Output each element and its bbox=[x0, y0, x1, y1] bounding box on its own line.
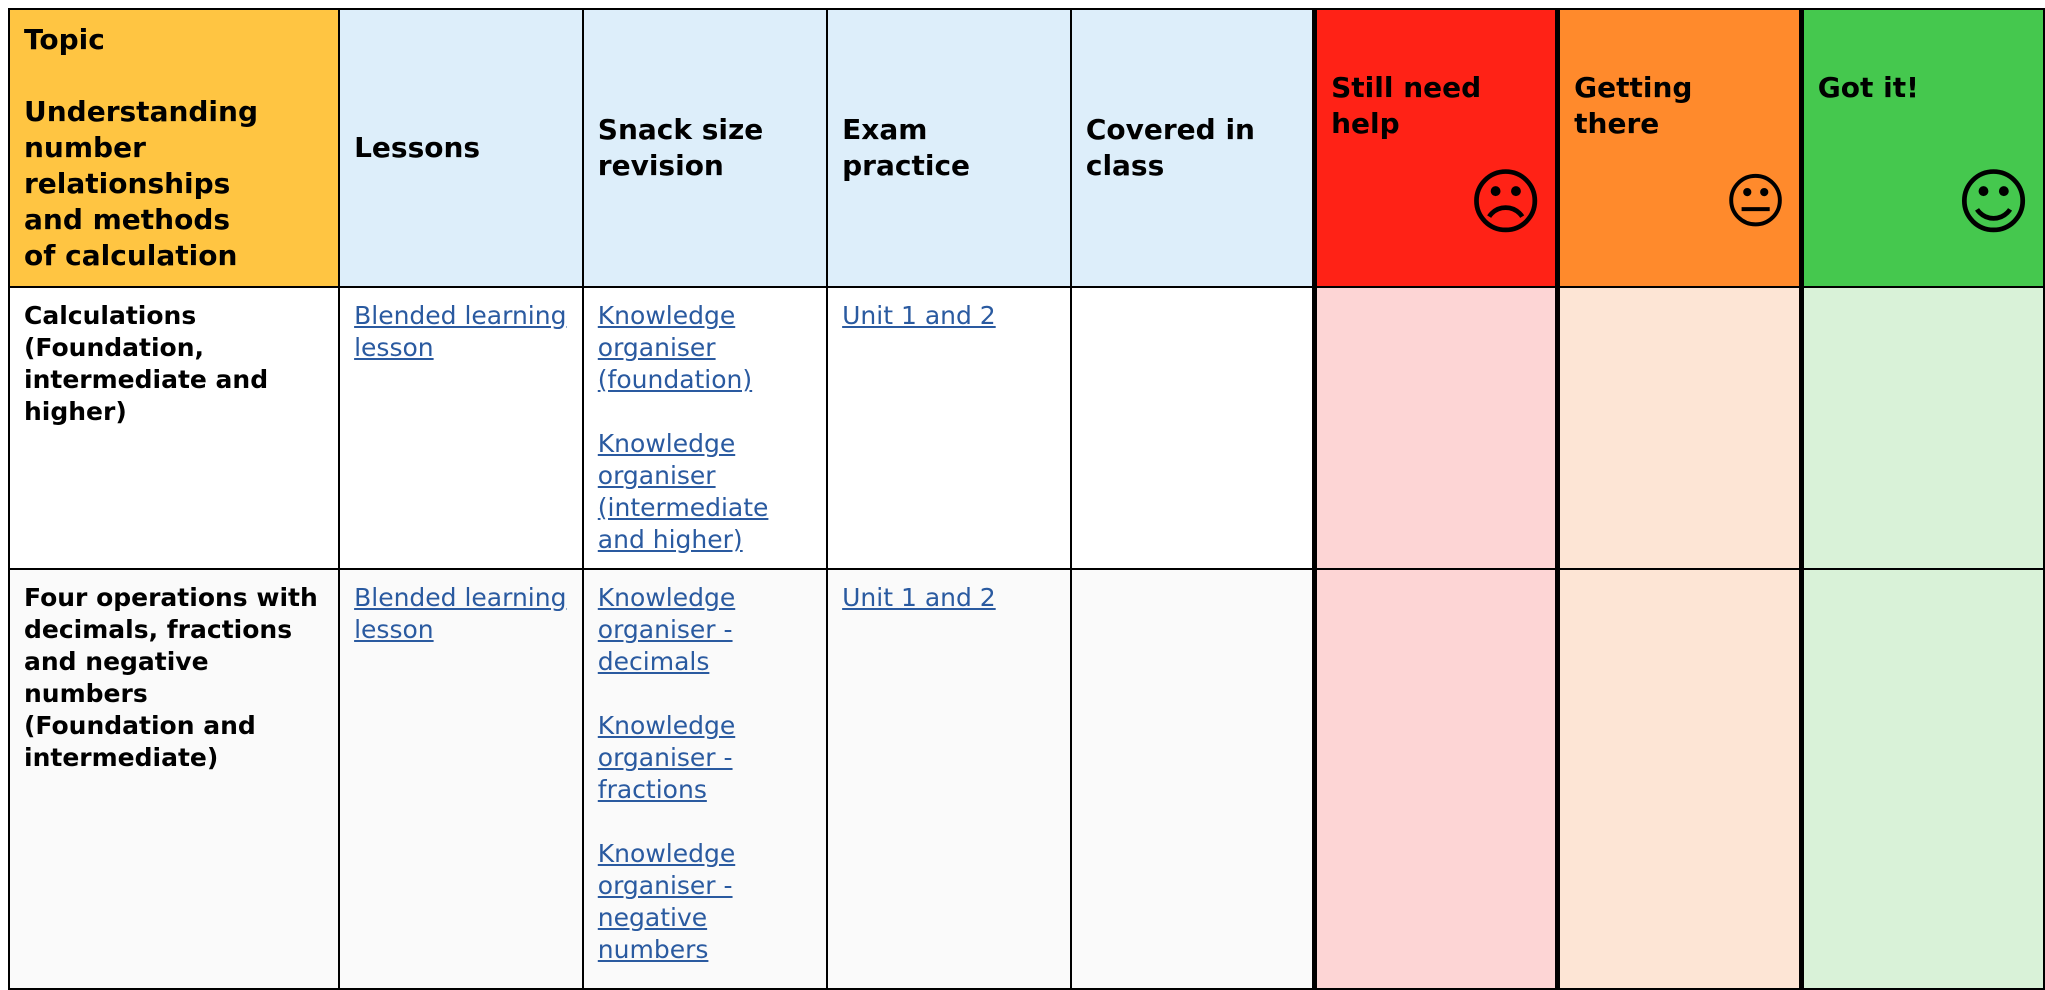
lessons-cell bbox=[339, 569, 583, 989]
getting-there-header bbox=[1558, 9, 1802, 287]
knowledge-organiser-link[interactable]: Knowledge organiser - fractions bbox=[597, 711, 736, 804]
lessons-header: Lessons bbox=[339, 9, 583, 287]
snack-cell bbox=[583, 287, 827, 569]
getting-there-cell[interactable] bbox=[1558, 569, 1802, 989]
exam-cell bbox=[827, 287, 1071, 569]
exam-practice-link[interactable]: Unit 1 and 2 bbox=[842, 301, 996, 330]
knowledge-organiser-link[interactable]: Knowledge organiser (foundation) bbox=[597, 301, 753, 394]
blended-lesson-link[interactable]: Blended learning lesson bbox=[354, 301, 567, 362]
covered-header: Covered in class bbox=[1071, 9, 1315, 287]
exam-header: Exam practice bbox=[827, 9, 1071, 287]
knowledge-organiser-link[interactable]: Knowledge organiser - negative numbers bbox=[597, 839, 736, 964]
still-need-help-label: Still need help bbox=[1331, 71, 1482, 140]
got-it-header bbox=[1801, 9, 2044, 287]
topic-cell: Calculations (Foundation, intermediate and higher) bbox=[9, 287, 339, 569]
happy-face-icon: ☺ bbox=[1955, 160, 2031, 244]
neutral-face-icon: 😐 bbox=[1724, 167, 1787, 237]
snack-cell bbox=[583, 569, 827, 989]
table-row bbox=[9, 569, 2044, 989]
lessons-cell bbox=[339, 287, 583, 569]
topic-title: Understanding number relationships and methods of calculation bbox=[24, 95, 259, 272]
still-need-help-header bbox=[1315, 9, 1558, 287]
covered-cell[interactable] bbox=[1071, 569, 1315, 989]
covered-cell[interactable] bbox=[1071, 287, 1315, 569]
knowledge-organiser-link[interactable]: Knowledge organiser (intermediate and higher) bbox=[597, 429, 769, 554]
blended-lesson-link[interactable]: Blended learning lesson bbox=[354, 583, 567, 644]
table-row bbox=[9, 287, 2044, 569]
getting-there-label: Getting there bbox=[1574, 71, 1693, 140]
getting-there-cell[interactable] bbox=[1558, 287, 1802, 569]
got-it-cell[interactable] bbox=[1801, 569, 2044, 989]
snack-header: Snack size revision bbox=[583, 9, 827, 287]
topic-cell: Four operations with decimals, fractions and negative numbers (Foundation and intermediate) bbox=[9, 569, 339, 989]
got-it-cell[interactable] bbox=[1801, 287, 2044, 569]
knowledge-organiser-link[interactable]: Knowledge organiser - decimals bbox=[597, 583, 736, 676]
still-need-help-cell[interactable] bbox=[1315, 287, 1558, 569]
got-it-label: Got it! bbox=[1817, 71, 1919, 104]
topic-header bbox=[9, 9, 339, 287]
revision-tracker-table bbox=[8, 8, 2045, 990]
exam-cell bbox=[827, 569, 1071, 989]
exam-practice-link[interactable]: Unit 1 and 2 bbox=[842, 583, 996, 612]
header-row bbox=[9, 9, 2044, 287]
still-need-help-cell[interactable] bbox=[1315, 569, 1558, 989]
sad-face-icon: ☹ bbox=[1468, 160, 1544, 244]
topic-label: Topic bbox=[24, 23, 105, 56]
